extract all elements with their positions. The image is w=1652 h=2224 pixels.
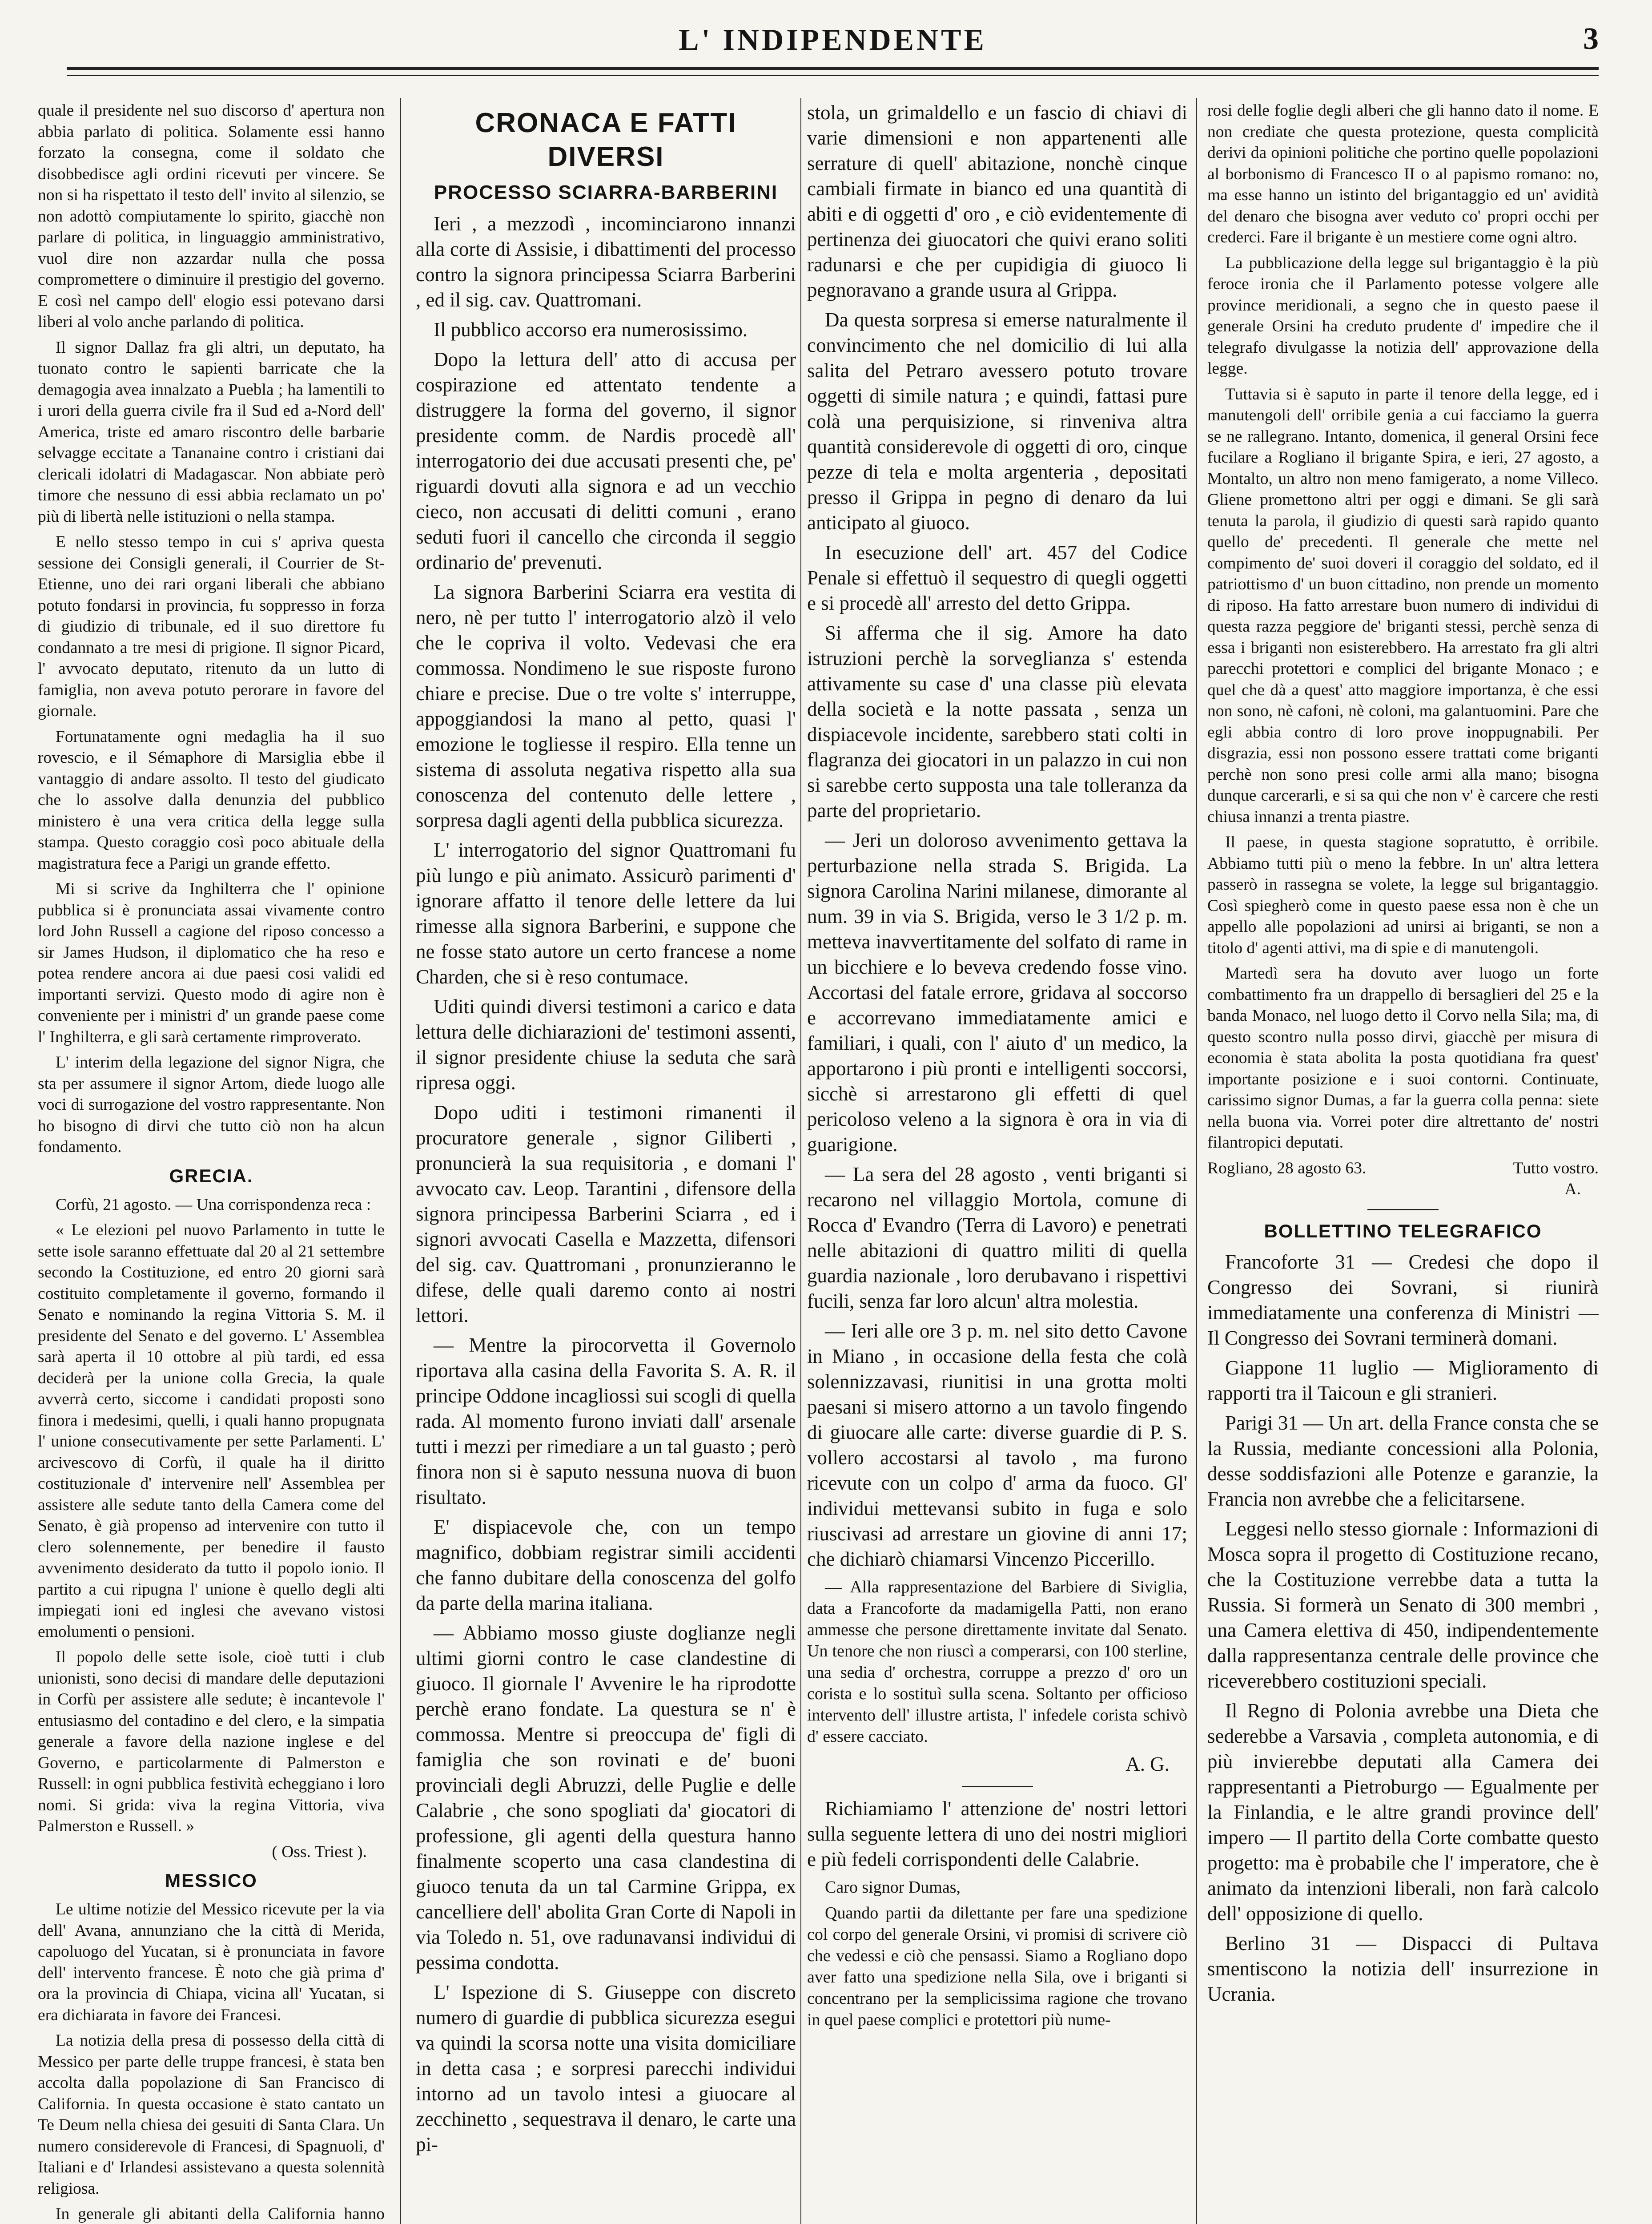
section-heading-bollettino: BOLLETTINO TELEGRAFICO — [1264, 1220, 1542, 1241]
paragraph: La signora Barberini Sciarra era vestita di nero, nè per tutto l' interrogatorio alzò il velo che le copriva il volto. Vedevasi che era commossa. Nondimeno le sue risposte furono chiare e precise. Due o tre volte s' interruppe, appoggiandosi la mano al petto, quasi l' emozione le togliesse il respiro. Ella tenne un sistema di assoluta negativa rispetto alla sua conoscenza del contenuto delle lettere , sorpresa dagli agenti della pubblica sicurezza. — [416, 581, 796, 831]
newspaper-title: L' INDIPENDENTE — [679, 23, 987, 56]
paragraph: L' Ispezione di S. Giuseppe con discreto numero di guardie di pubblica sicurezza esegui va quindi la scorsa notte una visita domiciliare in detta casa ; e sorpresi parecchi individui intorno ad un tavolo intesi a giuocare al zecchinetto , sequestrava il denaro, le carte una pi- — [416, 1981, 796, 2156]
column-4 — [1207, 100, 1599, 2224]
page-number: 3 — [1583, 22, 1599, 56]
paragraph: E' dispiacevole che, con un tempo magnifico, dobbiam registrar simili accidenti che fanno dubitare della conoscenza del golfo da parte della marina italiana. — [416, 1516, 796, 1614]
signature-close: Tutto vostro. — [1513, 1159, 1599, 1177]
source-credit: ( Oss. Triest ). — [272, 1842, 367, 1861]
column-1 — [38, 100, 385, 2224]
paragraph: L' interrogatorio del signor Quattromani fu più lungo e più animato. Assicurò parimenti d' ignorare affatto il tenore delle lettere da lui rimesse alla signora Barberini, e suppone che ne fosse stato autore un certo francese a nome Charden, che si è reso contumace. — [416, 839, 796, 988]
paragraph: Dopo uditi i testimoni rimanenti il procuratore generale , signor Giliberti , pronuncierà la sua requisitoria , e domani l' avvocato cav. Leop. Tarantini , difensore della signora principessa Barberini Sciarra , ed i signori avvocati Casella e Mazzetta, difensori del sig. cav. Quattromani , pronunzieranno le difese, delle quali daremo conto ai nostri lettori. — [416, 1101, 796, 1326]
paragraph: stola, un grimaldello e un fascio di chiavi di varie dimensioni e non appartenenti alle serrature di quell' abitazione, nonchè cinque cambiali firmate in bianco ed una quantità di abiti e di oggetti d' oro , e ciò evidentemente di pertinenza dei giuocatori che quivi erano soliti radunarsi e che per cupidigia di giuoco li pegnoravano a grande usura al Grippa. — [807, 101, 1187, 301]
signature-initial: A. — [1564, 1180, 1581, 1198]
column-divider — [800, 98, 801, 2224]
column-divider — [1196, 98, 1197, 2224]
paragraph: Dopo la lettura dell' atto di accusa per cospirazione ed attentato tendente a distruggere la forma del governo, il signor presidente comm. de Nardis procedè all' interrogatorio dei due accusati presenti che, pe' riguardi dovuti alla signora e ad un vecchio cieco, non accusati di delitti comuni , erano seduti fuori il cancello che circonda il seggio ordinario de' prevenuti. — [416, 348, 796, 573]
paragraph: L' interim della legazione del signor Nigra, che sta per assumere il signor Artom, diede luogo alle voci di surrogazione del vostro rappresentante. Non ho bisogno di dirvi che tutto ciò non ha alcun fondamento. — [38, 1053, 385, 1156]
column-divider — [400, 98, 401, 2224]
paragraph: Corfù, 21 agosto. — Una corrispondenza reca : — [56, 1195, 371, 1214]
paragraph: quale il presidente nel suo discorso d' apertura non abbia parlato di politica. Solamente essi hanno forzato la consegna, come il soldato che disobbedisce agli ordini ricevuti per vincere. Se non si ha rispettato il testo dell' invito al silenzio, se non adottò compiutamente lo spirito, giacchè non parlare di politica, in linguaggio amministrativo, vuol dire non azzardar nulla che possa compromettere o diminuire il prestigio del governo. E così nel campo dell' elogio essi potevano darsi liberi al volo anche parlando di politica. — [38, 101, 385, 331]
paragraph: Uditi quindi diversi testimoni a carico e data lettura delle dichiarazioni de' testimoni assenti, il signor presidente chiuse la seduta che sarà ripresa oggi. — [416, 995, 796, 1094]
paragraph: Il popolo delle sette isole, cioè tutti i club unionisti, sono decisi di mandare delle deputazioni in Corfù per assistere alle sedute; è incantevole l' entusiasmo del contadino e del clero, e la simpatia generale a favore della nazione inglese e del Governo, e particolarmente di Palmerston e Russell: in ogni pubblica festività echeggiano i loro nomi. Si grida: viva la regina Vittoria, viva Palmerston e Russell. » — [38, 1648, 385, 1835]
telegraph-item: Parigi 31 — Un art. della France consta che se la Russia, mediante concessioni alla Polonia, desse soddisfazioni alle Potenze e garanzie, la Francia non avrebbe che a felicitarsene. — [1207, 1411, 1599, 1510]
telegraph-item: Giappone 11 luglio — Miglioramento di rapporti tra il Taicoun e gli stranieri. — [1207, 1356, 1599, 1404]
paragraph: — La sera del 28 agosto , venti briganti si recarono nel villaggio Mortola, comune di Rocca d' Evandro (Terra di Lavoro) e penetrati nelle abitazioni di quattro militi di quella guardia nazionale , loro derubavano i rispettivi fucili, senza far loro alcun' altra molestia. — [807, 1163, 1187, 1312]
author-initials: A. G. — [1125, 1753, 1170, 1775]
paragraph: Martedì sera ha dovuto aver luogo un forte combattimento fra un drappello di bersaglieri del 25 e la banda Monaco, nel luogo detto il Corvo nella Sila; ma, di questo scontro nulla posso dirvi, giacchè per misura di economia è stata abolita la posta quotidiana fra quest' importante posizione e i suoi contorni. Continuate, carissimo signor Dumas, a far la guerra colla penna: siete nella buona via. Vorrei poter dire altrettanto de' nostri filantropici deputati. — [1207, 964, 1599, 1152]
paragraph: — Jeri un doloroso avvenimento gettava la perturbazione nella strada S. Brigida. La signora Carolina Narini milanese, dimorante al num. 39 in via S. Brigida, verso le 3 1/2 p. m. metteva inavvertitamente del solfato di rame in un bicchiere e lo beveva credendo fosse vino. Accortasi del fatale errore, gridava al soccorso e accorrevano immediatamente amici e familiari, i quali, con l' aiuto d' un medico, la apportarono i più pronti e intelligenti soccorsi, sicchè si arrestarono gli effetti di quel pericoloso veleno a la signora è ora in via di guarigione. — [807, 829, 1187, 1156]
telegraph-item: Leggesi nello stesso giornale : Informazioni di Mosca sopra il progetto di Costituzione recano, che la Costituzione verrebbe data a tutta la Russia. Si formerà un Senato di 300 membri , una Camera elettiva di 450, indipendentemente dalla rappresentanza centrale delle province che riceverebbero costituzioni speciali. — [1207, 1517, 1599, 1692]
paragraph: — Mentre la pirocorvetta il Governolo riportava alla casina della Favorita S. A. R. il principe Oddone incagliossi sui scogli di quella rada. Al momento furono inviati dall' arsenale tutti i mezzi per rimediare a un tal guasto ; però finora non si è saputo nessuna nuova di buon risultato. — [416, 1334, 796, 1508]
paragraph: — Ieri alle ore 3 p. m. nel sito detto Cavone in Miano , in occasione della festa che colà solennizzavasi, riunitisi in una grotta molti paesani si misero attorno a un tavolo fingendo di giuocare alle carte: diverse guardie di P. S. vollero accostarsi al tavolo , ma furono ricevute con un colpo d' arma da fuoco. Gl' individui mettevansi subito in fuga e solo riuscivasi ad arrestare un giovine di anni 17; che dichiarò chiamarsi Vincenzo Piccerillo. — [807, 1320, 1187, 1570]
telegraph-item: Il Regno di Polonia avrebbe una Dieta che sederebbe a Varsavia , completa autonomia, e di più invierebbe deputati alla Camera dei rappresentanti a Pietroburgo — Egualmente per la Finlandia, e le altre grandi province dell' impero — Il partito della Corte combatte questo progetto: ma è probabile che l' imperatore, che è animato da intenzioni liberali, non farà calcolo dell' opposizione di quello. — [1207, 1699, 1599, 1925]
masthead — [67, 18, 1599, 67]
paragraph: Da questa sorpresa si emerse naturalmente il convincimento che nel domicilio di lui alla salita del Petraro avessero potuto trovare oggetti di simile natura ; e quindi, fattasi pure colà una perquisizione, si rinveniva altra quantità considerevole di oggetti di oro, cinque pezze di tela e molta argenteria , depositati presso il Grippa in pegno di denaro da lui anticipato al giuoco. — [807, 309, 1187, 534]
signature-place-date: Rogliano, 28 agosto 63. — [1207, 1159, 1367, 1177]
telegraph-item: Francoforte 31 — Credesi che dopo il Congresso dei Sovrani, si riunirà immediatamente una conferenza di Ministri — Il Congresso dei Sovrani terminerà domani. — [1207, 1250, 1599, 1349]
paragraph: Ieri , a mezzodì , incominciarono innanzi alla corte di Assisie, i dibattimenti del processo contro la signora principessa Sciarra Barberini , ed il sig. cav. Quattromani. — [416, 213, 796, 311]
paragraph: Fortunatamente ogni medaglia ha il suo rovescio, e il Sémaphore di Marsiglia ebbe il vantaggio di andare assolto. Il testo del giudicato che lo assolve dalla denunzia del pubblico ministero è una vera critica della legge sulla stampa. Questo coraggio così poco abituale della magistratura fece a Parigi un grande effetto. — [38, 727, 385, 873]
section-heading-grecia: GRECIA. — [169, 1165, 253, 1186]
letter-salutation: Caro signor Dumas, — [825, 1878, 961, 1897]
paragraph: La notizia della presa di possesso della città di Messico per parte delle truppe francesi, è stata ben accolta dalla popolazione di San Francisco di California. In questa occasione è stato cantato un Te Deum nella chiesa dei gesuiti di Santa Clara. Un numero considerevole di Francesi, di Spagnuoli, d' Italiani e d' Irlandesi assistevano a questa solennità religiosa. — [38, 2031, 385, 2198]
section-heading-messico: MESSICO — [165, 1870, 257, 1891]
paragraph: — Abbiamo mosso giuste doglianze negli ultimi giorni contro le case clandestine di giuoco. Il giornale l' Avvenire le ha riprodotte perchè erano fondate. La questura se n' è commossa. Mentre si preoccupa de' figli di famiglia che son rovinati e de' buoni provinciali degli Abruzzi, delle Puglie e delle Calabrie , che sono spogliati da' giocatori di professione, gli agenti della questura hanno finalmente scoperto una casa clandestina di giuoco tenuta da un tal Carmine Grippa, ex cancelliere dell' abolita Gran Corte di Napoli in via Toledo n. 51, ove radunavansi individui di pessima condotta. — [416, 1622, 796, 1974]
paragraph: Quando partii da dilettante per fare una spedizione col corpo del generale Orsini, vi promisi di scrivere ciò che vedessi e ciò che pensassi. Siamo a Rogliano dopo aver fatto una spedizione nella Sila, ove i briganti si concentrano per la semplicissima ragione che trovano in quel paese complici e protettori più nume- — [807, 1904, 1187, 2029]
masthead-rule-thick — [67, 67, 1599, 70]
paragraph: Le ultime notizie del Messico ricevute per la via dell' Avana, annunziano che la città di Merida, capoluogo del Yucatan, si è pronunciata in favore dell' intervento francese. È noto che già prima d' ora la provincia di Chiapa, vicina all' Yucatan, si era dichiarata in favore dei Francesi. — [38, 1900, 385, 2024]
paragraph: Il paese, in questa stagione sopratutto, è orribile. Abbiamo tutti più o meno la febbre. In un' altra lettera passerò in rassegna se volete, la legge sul brigantaggio. Così spiegherò come in questo paese essa non è che un appello alle popolazioni ad unirsi ai briganti, se non a titolo d' agenti attivi, ma di spie e di manutengoli. — [1207, 833, 1599, 957]
paragraph: E nello stesso tempo in cui s' apriva questa sessione dei Consigli generali, il Courrier de St-Etienne, uno dei rari organi liberali che abbiano potuto fondarsi in provincia, fu soppresso in forza di giudizio di tribunale, ed il suo direttore fu condannato a tre mesi di prigione. Il signor Picard, l' avvocato deputato, ritenuto da un lutto di famiglia, non aveva potuto perorare in favore del giornale. — [38, 533, 385, 720]
column-3 — [807, 100, 1187, 2224]
paragraph: Mi si scrive da Inghilterra che l' opinione pubblica si è pronunciata assai vivamente contro lord John Russell a cagione del riposo concesso a sir James Hudson, il diplomatico che ha reso e potea rendere ancora ai due paesi cosi validi ed importanti servizi. Questo modo di agire non è conveniente per i ministri d' un grande paese come l' Inghilterra, e gli sarà certamente rimproverato. — [38, 880, 385, 1046]
paragraph: In esecuzione dell' art. 457 del Codice Penale si effettuò il sequestro di quegli oggetti e si procedè all' arresto del detto Grippa. — [807, 541, 1187, 614]
separator-rule — [962, 1786, 1033, 1787]
paragraph: Richiamiamo l' attenzione de' nostri lettori sulla seguente lettera di uno dei nostri migliori e più fedeli corrispondenti delle Calabrie. — [807, 1797, 1187, 1870]
paragraph: In generale gli abitanti della California hanno — [56, 2205, 385, 2223]
paragraph: Il pubblico accorso era numerosissimo. — [434, 318, 748, 341]
subheading-processo: PROCESSO SCIARRA-BARBERINI — [434, 181, 778, 203]
column-2 — [416, 100, 796, 2224]
telegraph-item: Berlino 31 — Dispacci di Pultava smentiscono la notizia dell' insurrezione in Ucrania. — [1207, 1932, 1599, 2005]
masthead-rule-thin — [67, 75, 1599, 76]
section-heading-cronaca: CRONACA E FATTI DIVERSI — [475, 108, 737, 172]
paragraph: — Alla rappresentazione del Barbiere di Siviglia, data a Francoforte da madamigella Patti, non erano ammesse che persone direttamente invitate dal Senato. Un tenore che non riuscì a comperarsi, con 100 sterline, una sedia d' orchestra, corruppe a prezzo d' oro un corista e lo sostituì sulla scena. Soltanto per officioso intervento dell' illustre artista, l' infedele corista schivò d' essere cacciato. — [807, 1578, 1187, 1746]
paragraph: Tuttavia si è saputo in parte il tenore della legge, ed i manutengoli dell' orribile genia a cui facciamo la guerra se ne rallegrano. Intanto, domenica, il general Orsini fece fucilare a Rogliano il brigante Spira, e ieri, 27 agosto, a Montalto, un altro non meno famigerato, a nome Villeco. Gliene promettono altri per oggi e dimani. Se gli sarà tenuta la parola, il giudizio di questi sarà rapido quanto quello de' precedenti. Il generale che mette nel compimento de' suoi doveri il coraggio del soldato, ed il patriottismo d' un buon cittadino, non prende un momento di riposo. Ha fatto arrestare buon numero di individui di questa razza peggiore de' briganti stessi, perchè senza di essa i briganti non esisterebbero. Ha arrestato fra gli altri parecchi protettori e complici del brigante Monaco ; e quel che dà a quest' atto maggiore importanza, è che essi non sono, nè cafoni, nè coloni, ma galantuomini. Pare che egli abbia contro di loro prove inoppugnabili. Per disgrazia, essi non possono essere trattati come briganti perchè non sono presi colle armi alla mano; bisogna dunque carcerarli, e si sa qui che non v' è carcere che resti chiusa innanzi a trenta piastre. — [1207, 385, 1599, 826]
paragraph: rosi delle foglie degli alberi che gli hanno dato il nome. E non crediate che questa protezione, questa complicità derivi da opinioni politiche che portino quelle popolazioni al borbonismo di Francesco II o al papismo romano: no, ma esse hanno un istinto del brigantaggio ed un' avidità del denaro che bisogna aver veduto co' propri occhi per crederci. Fare il brigante è un mestiere come ogni altro. — [1207, 101, 1599, 246]
paragraph: Il signor Dallaz fra gli altri, un deputato, ha tuonato contro le sapienti barricate che la demagogia avea innalzato a Puebla ; ha lamentili to i urori della guerra civile fra il Sud ed a-Nord dell' America, triste ed amaro riscontro delle barbarie selvagge eccitate a Tananaine contro i cristiani dai clericali idolatri di Madagascar. Non abbiate però timore che nessuno di essi abbia reclamato un po' più di libertà nelle istituzioni o nella stampa. — [38, 338, 385, 526]
separator-rule — [1367, 1209, 1439, 1210]
paragraph: « Le elezioni pel nuovo Parlamento in tutte le sette isole saranno effettuate dal 20 al 21 settembre secondo la Costituzione, ed entro 20 giorni sarà costituito completamente il governo, formando il Senato e nominando la regina Vittoria S. M. il presidente del Senato e del governo. L' Assemblea sarà aperta il 10 ottobre al più tardi, ed essa deciderà per la unione colla Grecia, la quale avverrà certo, siccome i candidati proposti sono finora i medesimi, quelli, i quali hanno propugnata l' unione consecutivamente per sette Parlamenti. L' arcivescovo di Corfù, il quale ha il diritto costituzionale d' intervenire nell' Assemblea per assistere alle sedute tanto della Camera come del Senato, è già propenso ad intervenire con tutto il clero solennemente, per benedire il fausto avvenimento desiderato da tutto il popolo ionio. Il partito a cui ripugna l' unione è quello degli alti impiegati ioni ed inglesi che avevano vistosi emolumenti o pensioni. — [38, 1221, 385, 1641]
paragraph: La pubblicazione della legge sul brigantaggio è la più feroce ironia che il Parlamento potesse volgere alle province meridionali, a segno che in questo paese il generale Orsini ha creduto prudente d' impedire che il telegrafo divulgasse la notizia dell' approvazione della legge. — [1207, 254, 1599, 378]
letter-signature — [1207, 1158, 1599, 1179]
paragraph: Si afferma che il sig. Amore ha dato istruzioni perchè la sorveglianza s' estenda attivamente su case d' una classe più elevata della società e la notte passata , senza un dispiacevole incidente, sarebbero stati colti in flagranza dei giocatori in un palazzo in cui non si sarebbe certo supposta una tale tolleranza da parte del proprietario. — [807, 622, 1187, 822]
